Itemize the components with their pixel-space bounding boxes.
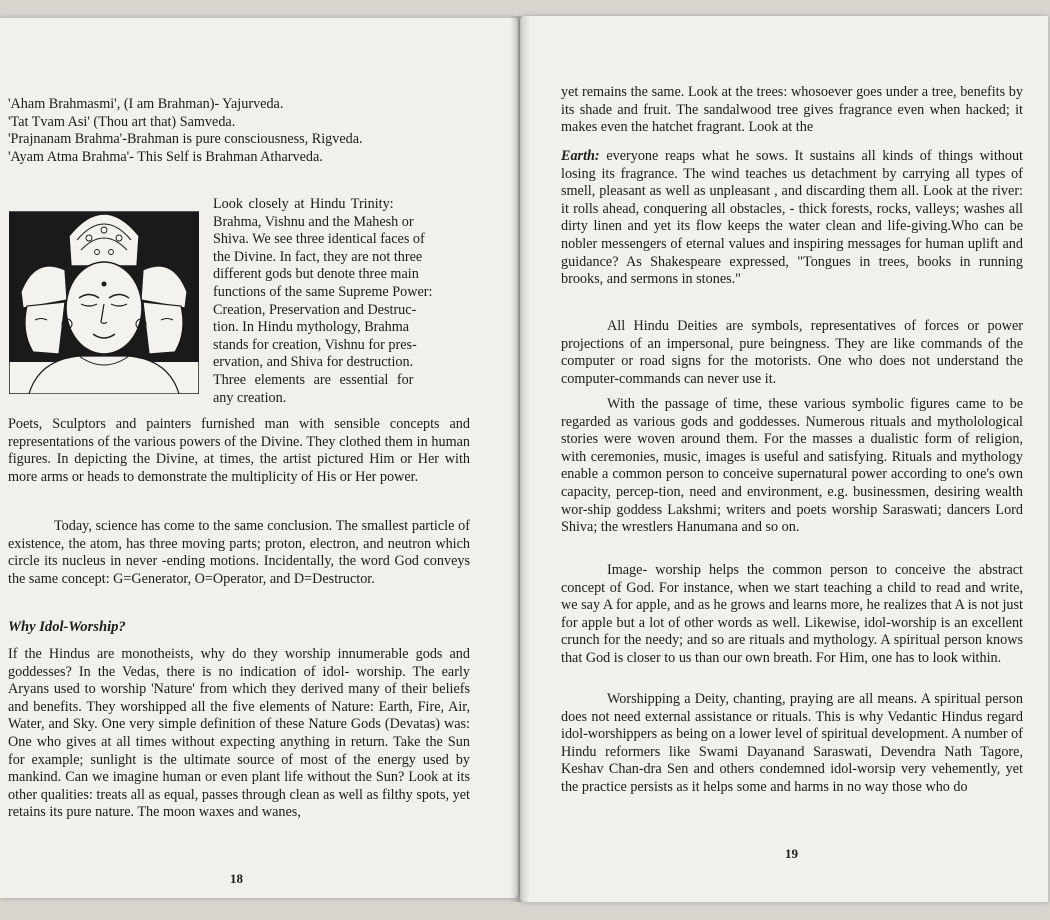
trees-paragraph: yet remains the same. Look at the trees: whosoever goes under a tree, benefits by its shade and fruit. The sandalwood tree gives fragrance even when hacked; it makes even the hatchet fragrant. Look at the — [561, 84, 1023, 136]
text-line: Shiva. We see three identical faces of — [213, 231, 425, 248]
right-page — [520, 16, 1048, 902]
text-line: Creation, Preservation and Destruc- — [213, 301, 417, 318]
quote-line: 'Prajnanam Brahma'-Brahman is pure consciousness, Rigveda. — [8, 131, 363, 148]
section-heading: Why Idol-Worship? — [8, 619, 126, 635]
page-number: 19 — [785, 846, 798, 861]
earth-label: Earth: — [561, 148, 600, 164]
text-line: Three elements are essential for — [213, 371, 414, 388]
text-line: Brahma, Vishnu and the Mahesh or — [213, 213, 414, 230]
earth-text: everyone reaps what he sows. It sustains all kinds of things without losing its fragrance. The wind teaches us detachment by carrying all types of smell, pleasant as well as unpleasant , and discarding them all. Look at the river: it rolls ahead, conquering all obstacles, - thick forests, rocks, valleys; washes all dirty linen and yet its flow keeps the water clean and life-giving.Who can be nobler messengers of eternal values and inspiring messages for human uplift and guidance? As Shakespeare expressed, "Tongues in trees, books in running brooks, and sermons in stones." — [561, 148, 1023, 288]
text-line: functions of the same Supreme Power: — [213, 283, 433, 300]
image-worship-paragraph: Image- worship helps the common person to conceive the abstract concept of God. For instance, when we start teaching a child to read and write, we say A for apple, and as he grows and learns more, he realizes that A is not just for apple but a lot of other words as well. Likewise, idol-worship is an excellent crunch for the needy; and so are rituals and mythology. A spiritual person knows that God is closer to us than our own breath. For Him, one has to look within. — [561, 562, 1023, 666]
text-line: the Divine. In fact, they are not three — [213, 248, 423, 265]
idol-worship-paragraph: If the Hindus are monotheists, why do they worship innumerable gods and goddesses? In the Vedas, there is no indication of idol- worship. The early Aryans used to worship 'Nature' from which they derived many of their beliefs and benefits. They worshipped all the five elements of Nature: Earth, Fire, Air, Water, and Sky. One very simple definition of these Nature Gods (Devatas) was: One who gives at all times without expecting anything in return. Take the Sun for example; sunlight is the ultimate source of most of the energy used by mankind. Can we imagine human or even plant life without the Sun? Look at its other qualities: treats all as equal, passes through clean as well as filthy spots, yet retains its pure nature. The moon waxes and wanes, — [8, 646, 470, 821]
passage-paragraph: With the passage of time, these various symbolic figures came to be regarded as various gods and goddesses. Numerous rituals and mytholological stories were woven around them. For the masses a dualistic form of religion, with ceremonies, music, images is useful and satisfying. Rituals and mythology enable a common person to conceive supernatural power according to one's own capacity, percep-tion, need and environment, e.g. businessmen, desiring wealth wor-ship goddess Lakshmi; writers and poets worship Saraswati; dancers Lord Shiva; the wrestlers Hanumana and so on. — [561, 396, 1023, 536]
left-page — [0, 18, 518, 898]
text-line: ervation, and Shiva for destruction. — [213, 354, 414, 371]
text-line: different gods but denote three main — [213, 266, 419, 283]
text-line: tion. In Hindu mythology, Brahma — [213, 319, 410, 336]
quote-line: 'Tat Tvam Asi' (Thou art that) Samveda. — [8, 113, 236, 130]
trinity-paragraph — [213, 196, 466, 407]
page-number: 18 — [230, 871, 243, 886]
deities-paragraph: All Hindu Deities are symbols, representatives of forces or power projections of an impersonal, pure beingness. They are like commands of the computer or road signs for the motorists. One who does not understand the computer-commands can never use it. — [561, 318, 1023, 387]
quote-line: 'Ayam Atma Brahma'- This Self is Brahman Atharveda. — [8, 148, 323, 165]
text-line: any creation. — [213, 389, 287, 406]
text-line: Look closely at Hindu Trinity: — [213, 196, 394, 212]
earth-paragraph — [561, 148, 1023, 289]
poets-paragraph: Poets, Sculptors and painters furnished man with sensible concepts and representations of the various powers of the Divine. They clothed them in human figures. In depicting the Divine, at times, the artist pictured Him or Her with more arms or heads to demonstrate the multiplicity of His or Her power. — [8, 416, 470, 485]
text-line: stands for creation, Vishnu for pres- — [213, 336, 417, 353]
science-paragraph: Today, science has come to the same conclusion. The smallest particle of existence, the atom, has three moving parts; proton, electron, and neutron which circle its nucleus in never -ending motions. Incidentally, the word God conveys the same concept: G=Generator, O=Operator, and D=Destructor. — [8, 518, 470, 587]
trinity-illustration-icon — [9, 196, 199, 394]
worship-paragraph: Worshipping a Deity, chanting, praying are all means. A spiritual person does not need external assistance or rituals. This is why Vedantic Hindus regard idol-worshippers as being on a lower level of spiritual development. A number of Hindu reformers like Swami Dayanand Saraswati, Devendra Nath Tagore, Keshav Chan-dra Sen and others condemned idol-worsip very vehemently, yet the practice persists as it helps some and harms in no way those who do — [561, 691, 1023, 795]
vedic-quotes — [8, 96, 478, 166]
quote-line: 'Aham Brahmasmi', (I am Brahman)- Yajurveda. — [8, 96, 284, 112]
